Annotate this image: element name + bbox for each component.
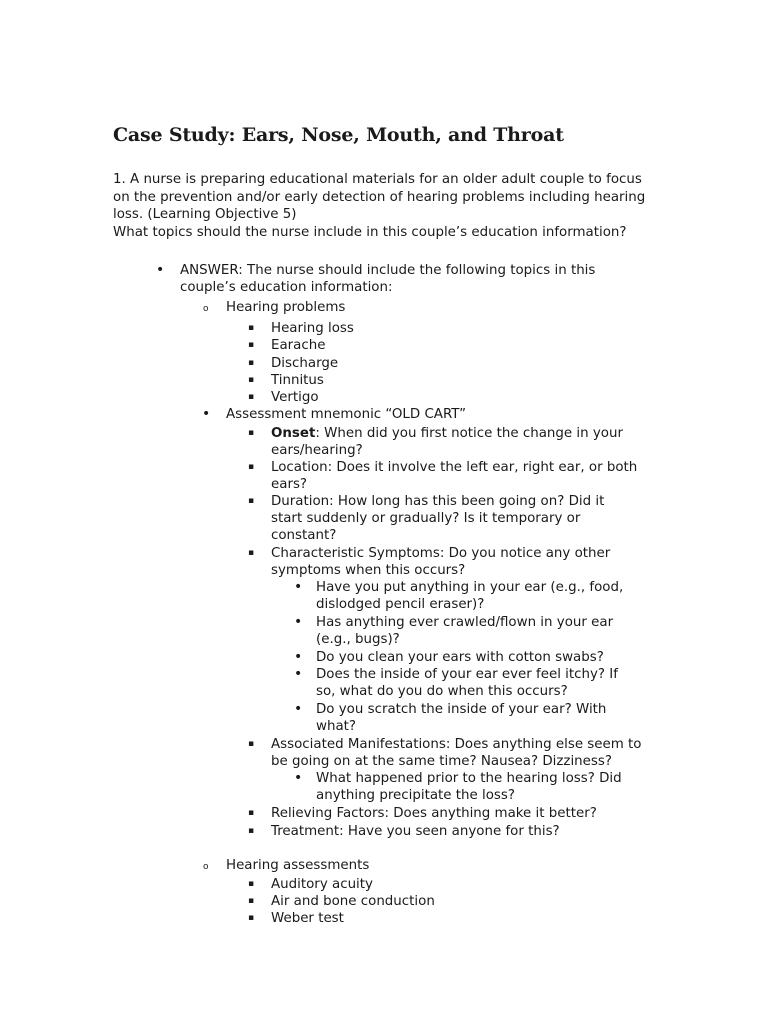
onset-line-2: ears/hearing? [271,443,363,458]
list-item: Hearing loss [271,321,354,336]
square-marker: ▪ [248,548,255,558]
question-subtext: What topics should the nurse include in this couple’s education information? [113,225,627,240]
square-marker: ▪ [248,323,255,333]
square-marker: ▪ [248,826,255,836]
char-question-4-line-1: Does the inside of your ear ever feel itchy? If [316,667,618,682]
circle-marker: o [203,304,209,314]
list-item: Air and bone conduction [271,894,435,909]
relieving-factors: Relieving Factors: Does anything make it better? [271,806,597,821]
associated-line-2: be going on at the same time? Nausea? Dizziness? [271,754,612,769]
square-marker: ▪ [248,739,255,749]
square-marker: ▪ [248,340,255,350]
char-question-1-line-2: dislodged pencil eraser)? [316,597,485,612]
square-marker: ▪ [248,392,255,402]
question-text: 1. A nurse is preparing educational materials for an older adult couple to focus on the prevention and/or early detection of hearing problems including hearing loss. (Learning Objective 5) [113,172,646,222]
char-question-5-line-2: what? [316,719,357,734]
bullet-marker: • [294,649,303,665]
square-marker: ▪ [248,462,255,472]
list-item: Auditory acuity [271,877,373,892]
square-marker: ▪ [248,375,255,385]
duration-line-2: start suddenly or gradually? Is it temporary or [271,511,581,526]
char-question-5-line-1: Do you scratch the inside of your ear? With [316,702,607,717]
onset-label: Onset [271,426,316,441]
bullet-marker: • [294,614,303,630]
list-item: Discharge [271,356,339,371]
associated-line-1: Associated Manifestations: Does anything else seem to [271,737,642,752]
list-item: Earache [271,338,326,353]
char-question-1-line-1: Have you put anything in your ear (e.g., food, [316,580,624,595]
bullet-marker: • [156,262,165,278]
mnemonic-heading: Assessment mnemonic “OLD CART” [226,407,467,422]
square-marker: ▪ [248,913,255,923]
location-line-1: Location: Does it involve the left ear, right ear, or both [271,460,638,475]
list-item: Weber test [271,911,344,926]
hearing-assessments-heading: Hearing assessments [226,858,370,873]
bullet-marker: • [294,701,303,717]
square-marker: ▪ [248,496,255,506]
document-title: Case Study: Ears, Nose, Mouth, and Throat [113,124,564,146]
characteristic-line-2: symptoms when this occurs? [271,563,466,578]
location-line-2: ears? [271,477,308,492]
char-question-2-line-1: Has anything ever crawled/flown in your ear [316,615,614,630]
characteristic-line-1: Characteristic Symptoms: Do you notice any other [271,546,611,561]
char-question-3: Do you clean your ears with cotton swabs? [316,650,604,665]
assoc-question-1-line-2: anything precipitate the loss? [316,788,515,803]
square-marker: ▪ [248,358,255,368]
treatment: Treatment: Have you seen anyone for this? [271,824,560,839]
answer-line-1: ANSWER: The nurse should include the following topics in this [180,263,596,278]
answer-line-2: couple’s education information: [180,280,393,295]
bullet-marker: • [294,770,303,786]
square-marker: ▪ [248,896,255,906]
bullet-marker: • [294,666,303,682]
square-marker: ▪ [248,879,255,889]
bullet-marker: • [202,406,211,422]
square-marker: ▪ [248,428,255,438]
square-marker: ▪ [248,808,255,818]
char-question-4-line-2: so, what do you do when this occurs? [316,684,568,699]
assoc-question-1-line-1: What happened prior to the hearing loss? Did [316,771,622,786]
duration-line-1: Duration: How long has this been going on? Did it [271,494,605,509]
char-question-2-line-2: (e.g., bugs)? [316,632,400,647]
onset-line-1 [271,425,623,442]
list-item: Vertigo [271,390,319,405]
bullet-marker: • [294,579,303,595]
hearing-problems-heading: Hearing problems [226,300,346,315]
list-item: Tinnitus [271,373,324,388]
onset-text: : When did you first notice the change in your [315,426,623,441]
duration-line-3: constant? [271,528,337,543]
circle-marker: o [203,862,209,872]
